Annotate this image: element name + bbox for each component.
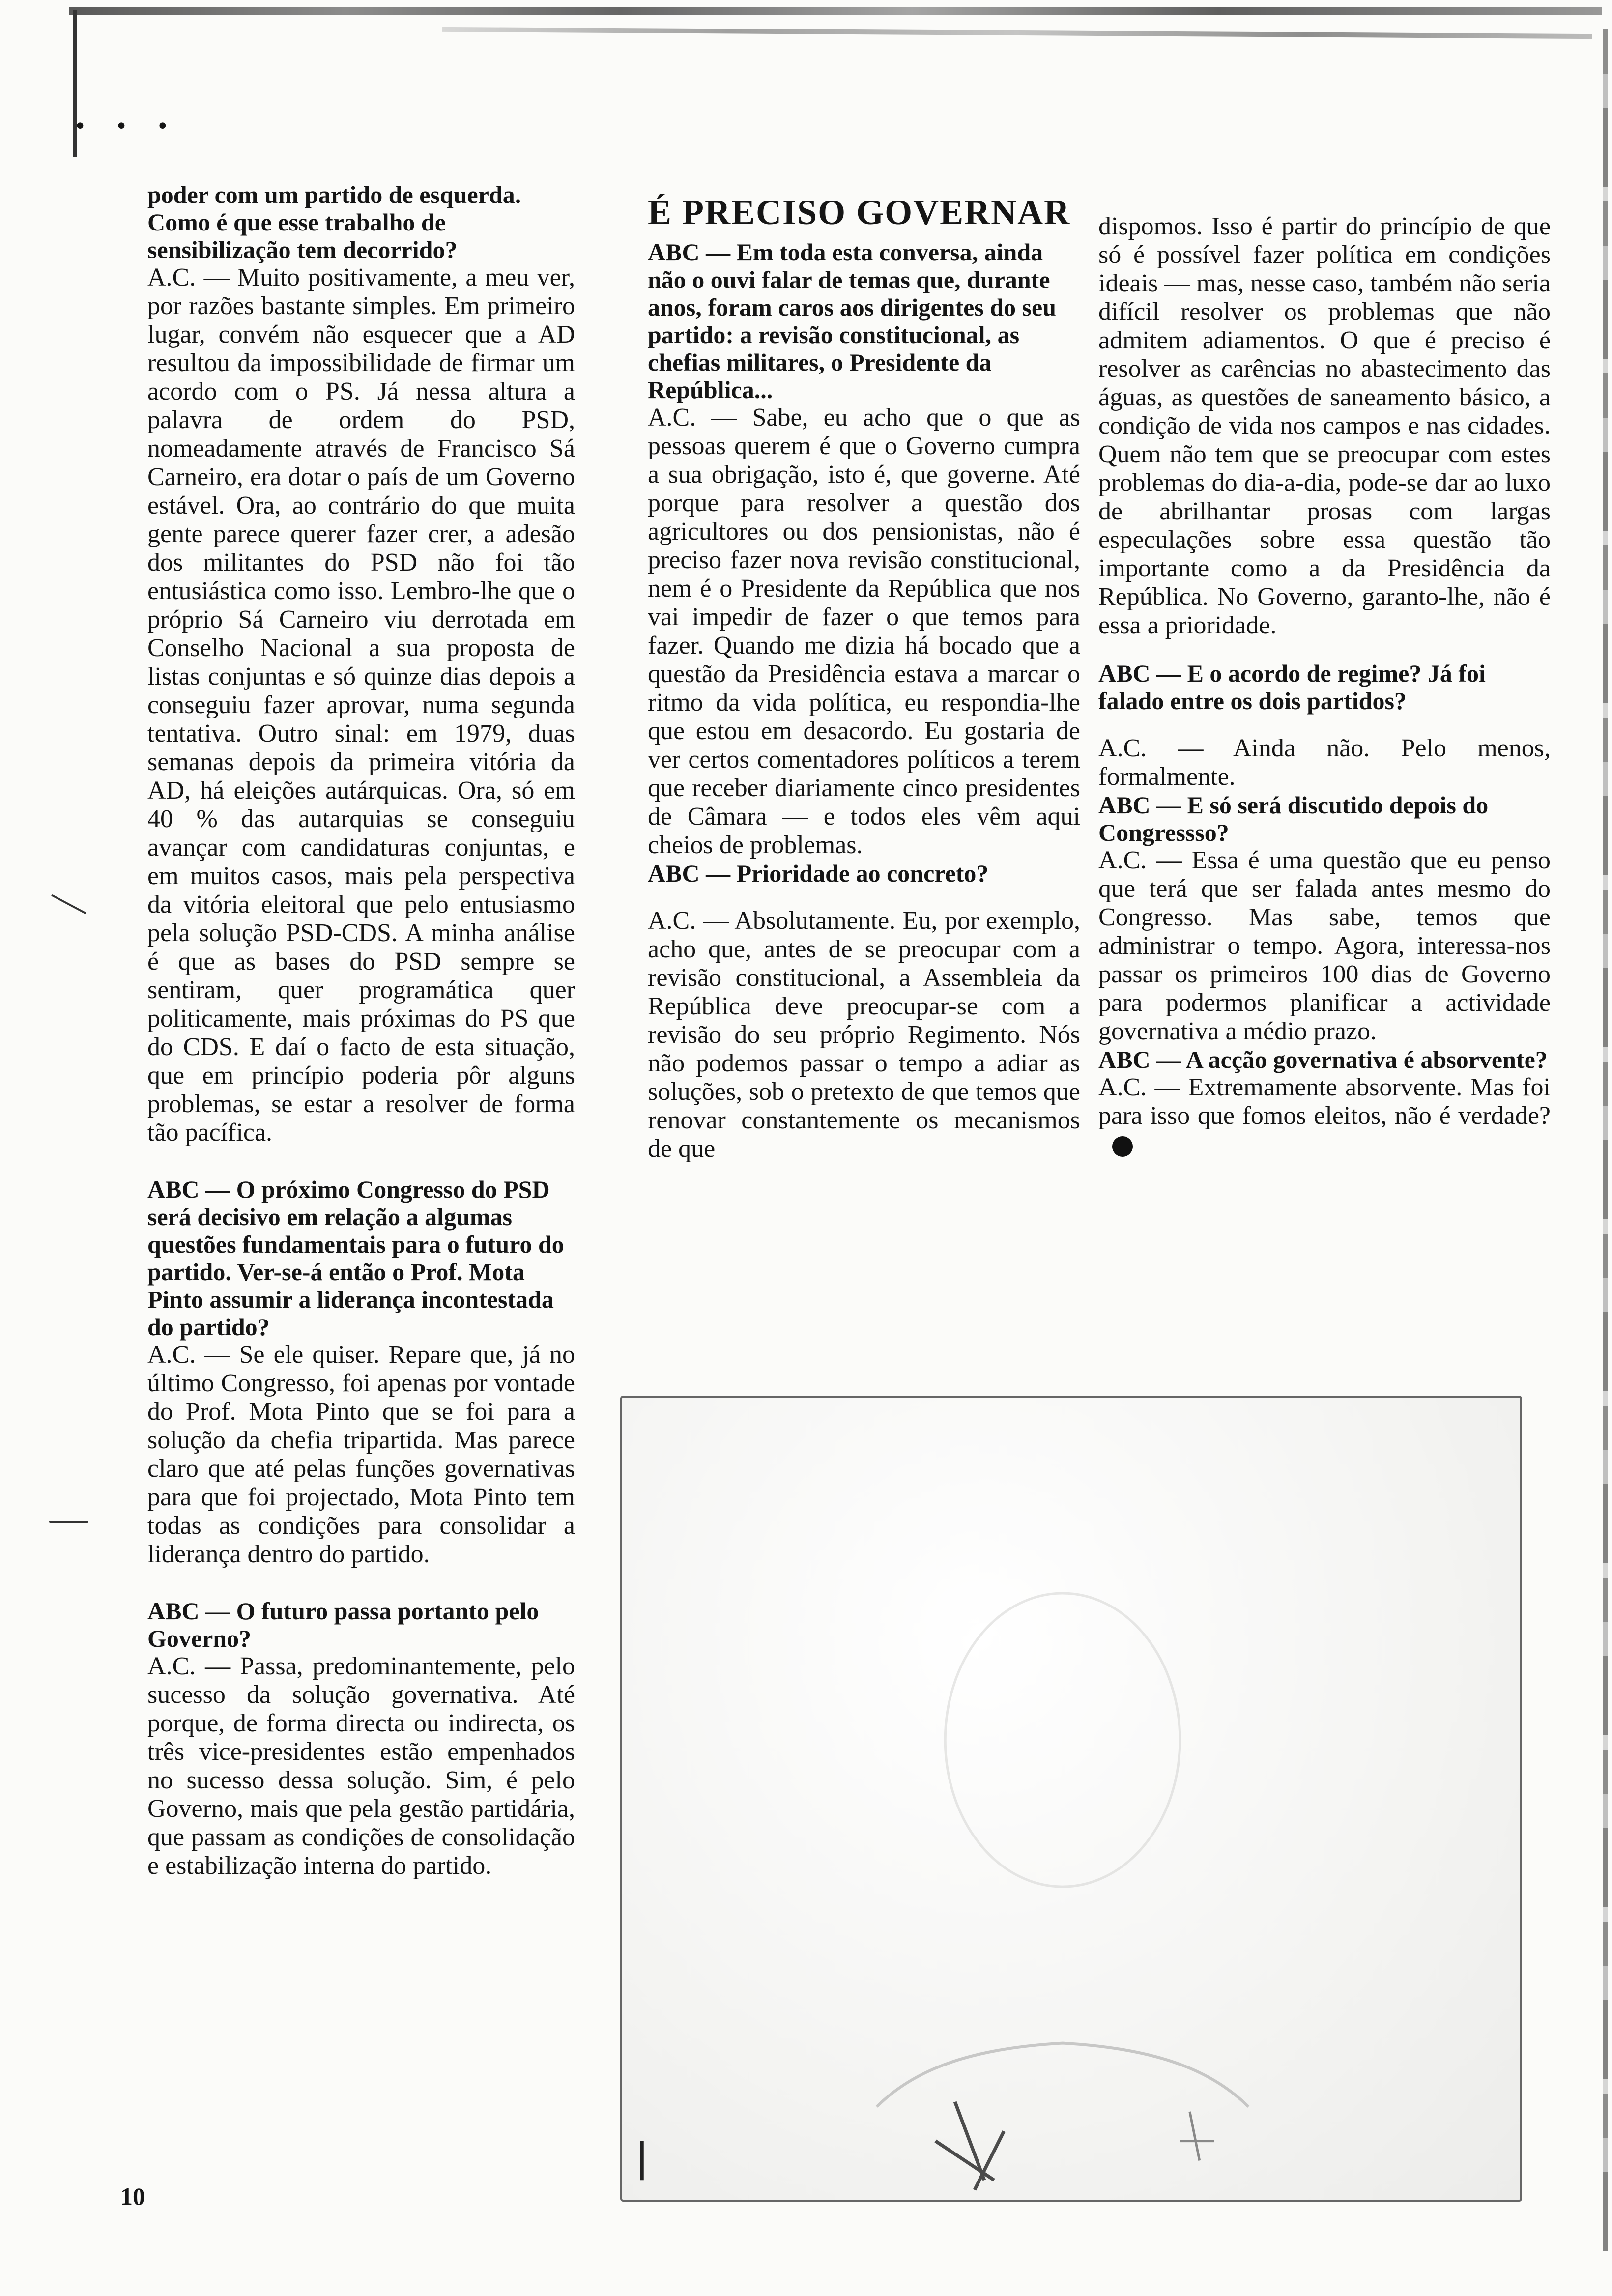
answer	[1098, 1073, 1551, 1159]
answer: A.C. — Essa é uma questão que eu penso que terá que ser falada antes mesmo do Congresso. Mas sabe, temos que administrar o tempo. Agora, interessa-nos passar os primeiros 100 dias de Governo para podermos planificar a actividade governativa a médio prazo.	[1098, 846, 1551, 1045]
margin-mark	[51, 894, 87, 914]
column-1	[147, 181, 575, 1880]
question: ABC — Em toda esta conversa, ainda não o ouvi falar de temas que, durante anos, foram caros aos dirigentes do seu partido: a revisão constitucional, as chefias militares, o Presidente da República...	[648, 238, 1057, 403]
scan-edge-right	[1603, 29, 1608, 2251]
answer-text: A.C. — Extremamente absorvente. Mas foi para isso que fomos eleitos, não é verdade?	[1098, 1073, 1551, 1130]
page-number: 10	[120, 2182, 145, 2210]
question: ABC — O futuro passa portanto pelo Governo?	[147, 1597, 539, 1652]
question: ABC — E o acordo de regime? Já foi falado entre os dois partidos?	[1098, 660, 1486, 715]
column-3	[1098, 212, 1551, 1159]
question: ABC — Prioridade ao concreto?	[648, 860, 989, 887]
answer: A.C. — Se ele quiser. Repare que, já no último Congresso, foi apenas por vontade do Prof. Mota Pinto que se foi para a solução da chefia tripartida. Mas parece claro que até pelas funções governativas para que foi projectado, Mota Pinto tem todas as condições para consolidar a liderança dentro do partido.	[147, 1341, 575, 1568]
scan-edge-top-shadow	[442, 27, 1592, 39]
answer: A.C. — Absolutamente. Eu, por exemplo, acho que, antes de se preocupar com a revisão constitucional, a Assembleia da República deve preocupar-se com a revisão do seu próprio Regimento. Nós não podemos passar o tempo a adiar as soluções, sob o pretexto de que temos que renovar constantemente os mecanismos de que	[648, 907, 1080, 1163]
answer: A.C. — Muito positivamente, a meu ver, por razões bastante simples. Em primeiro lugar, convém não esquecer que a AD resultou da impossibilidade de firmar um acordo com o PS. Já nessa altura a palavra de ordem do PSD, nomeadamente através de Francisco Sá Carneiro, era dotar o país de um Governo estável. Ora, ao contrário do que muita gente parece querer fazer crer, a adesão dos militantes do PSD não foi tão entusiástica como isso. Lembro-lhe que o próprio Sá Carneiro viu derrotada em Conselho Nacional a sua proposta de listas conjuntas e só quinze dias depois a conseguiu fazer aprovar, numa segunda tentativa. Outro sinal: em 1979, duas semanas depois da primeira vitória da AD, há eleições autárquicas. Ora, só em 40 % das autarquias se conseguiu avançar com candidaturas conjuntas, e em muitos casos, mais pela perspectiva da vitória eleitoral que pelo entusiasmo pela solução PSD-CDS. A minha análise é que as bases do PSD sempre se sentiram, quer programática quer politicamente, mais próximas do PS que do CDS. E daí o facto de esta situação, que em princípio poderia pôr alguns problemas, se estar a resolver de forma tão pacífica.	[147, 263, 575, 1147]
end-mark-icon	[1112, 1136, 1133, 1157]
scan-edge-top	[69, 7, 1602, 15]
question: ABC — O próximo Congresso do PSD será decisivo em relação a algumas questões fundamentais para o futuro do partido. Ver-se-á então o Prof. Mota Pinto assumir a liderança incontestada do partido?	[147, 1176, 564, 1341]
faded-photo	[620, 1396, 1522, 2202]
answer: dispomos. Isso é partir do princípio de que só é possível fazer política em condições ideais — mas, nesse caso, também não seria difícil resolver os problemas que não admitem adiamentos. O que é preciso é resolver as carências no abastecimento das águas, as questões de saneamento básico, a condição de vida nos campos e nas cidades. Quem não tem que se preocupar com estes problemas do dia-a-dia, pode-se dar ao luxo de abrilhantar prosas com largas especulações sobre essa questão tão importante como a da Presidência da República. No Governo, garanto-lhe, não é essa a prioridade.	[1098, 212, 1551, 639]
answer: A.C. — Sabe, eu acho que o que as pessoas querem é que o Governo cumpra a sua obrigação, isto é, que governe. Até porque para resolver a questão dos agricultores ou dos pensionistas, não é preciso fazer nova revisão constitucional, nem é o Presidente da República que nos vai impedir de fazer o que temos para fazer. Quando me dizia há bocado que a questão da Presidência estava a marcar o ritmo da vida política, eu respondia-lhe que estou em desacordo. Eu gostaria de ver certos comentadores políticos a terem que receber diariamente cinco presidentes de Câmara — e todos eles vêm aqui cheios de problemas.	[648, 403, 1080, 859]
margin-mark	[49, 1521, 88, 1523]
column-2	[648, 238, 1080, 1163]
answer: A.C. — Passa, predominantemente, pelo sucesso da solução governativa. Até porque, de forma directa ou indirecta, os três vice-presidentes estão empenhados no sucesso dessa solução. Sim, é pelo Governo, mais que pela gestão partidária, que passam as condições de consolidação e estabilização interna do partido.	[147, 1652, 575, 1880]
question: ABC — E só será discutido depois do Congressso?	[1098, 791, 1489, 846]
question: poder com um partido de esquerda. Como é que esse trabalho de sensibilização tem decorrido?	[147, 181, 521, 263]
photo-sketch	[622, 1398, 1520, 2200]
article-title: É PRECISO GOVERNAR	[648, 193, 1071, 232]
section-bullets: • • •	[74, 114, 180, 139]
answer: A.C. — Ainda não. Pelo menos, formalmente.	[1098, 734, 1551, 791]
question: ABC — A acção governativa é absorvente?	[1098, 1046, 1548, 1073]
